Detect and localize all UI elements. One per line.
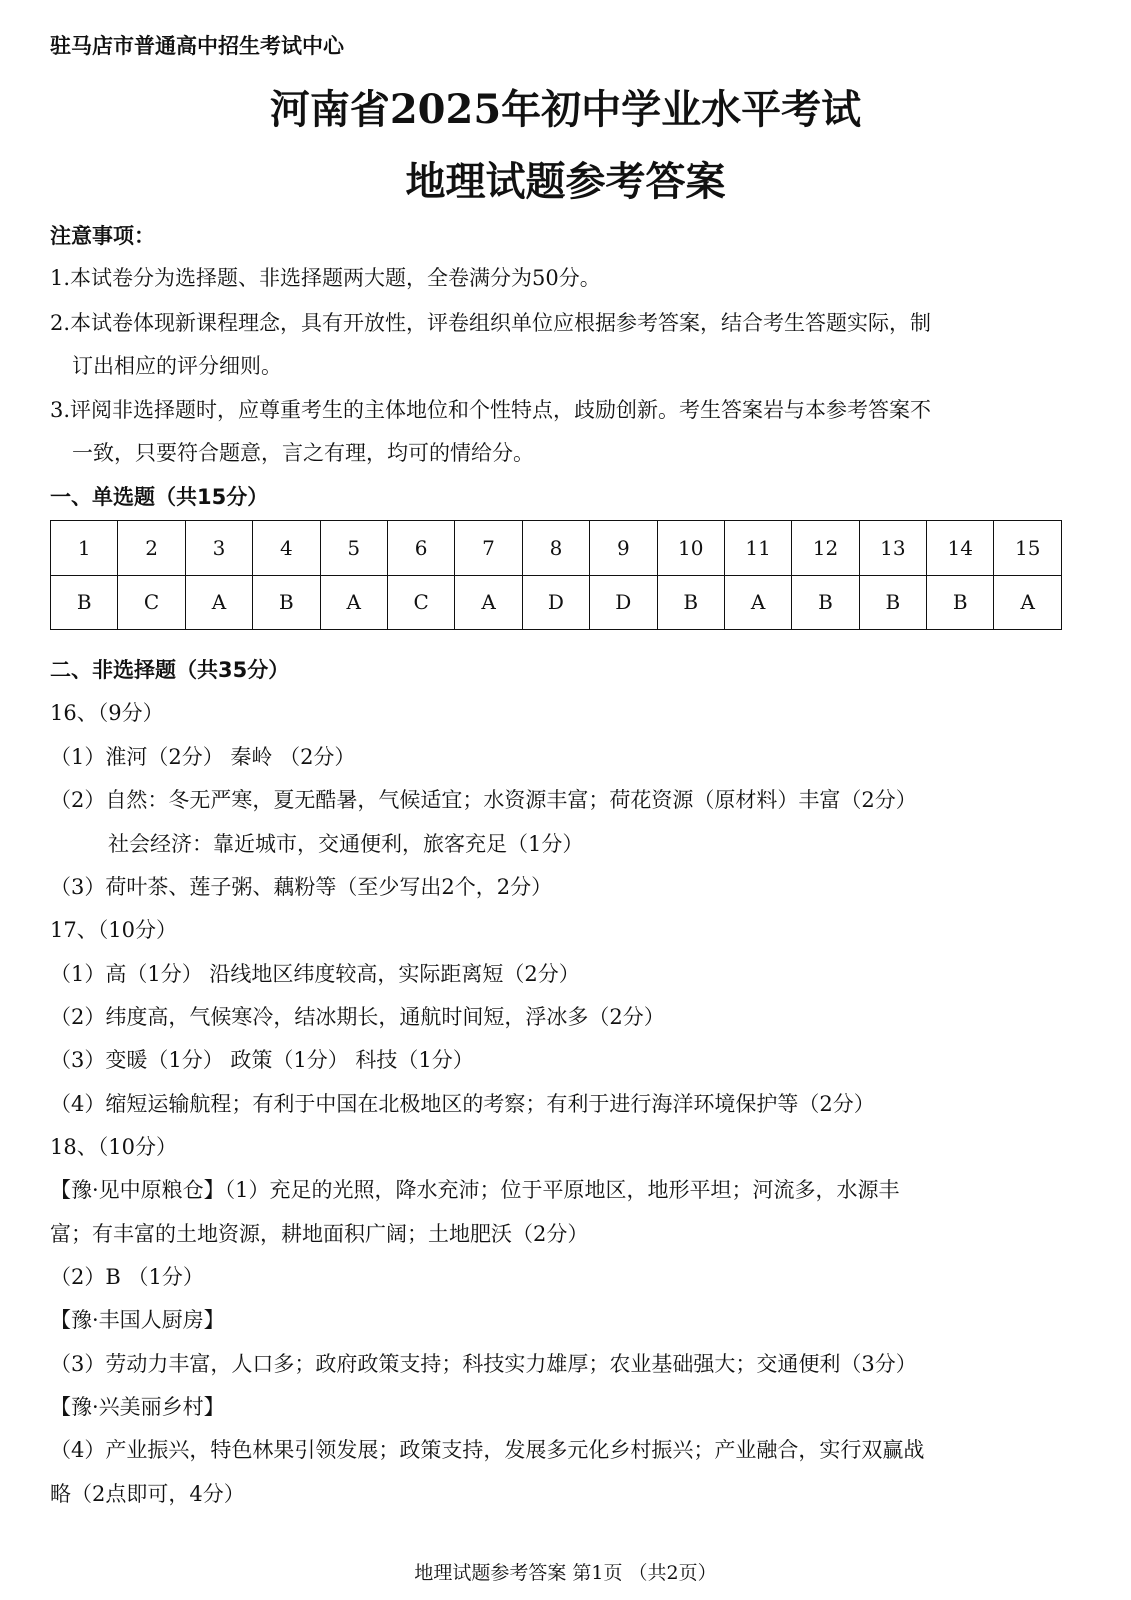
notes-heading: 注意事项： <box>50 224 155 248</box>
answer-line: （3）劳动力丰富，人口多；政府政策支持；科技实力雄厚；农业基础强大；交通便利（3分） <box>50 1352 917 1376</box>
question-number: 11 <box>724 521 791 576</box>
answer-line: （3）荷叶茶、莲子粥、藕粉等（至少写出2个，2分） <box>50 875 553 899</box>
answer-cell: A <box>185 575 252 630</box>
answer-cell: B <box>792 575 859 630</box>
issuer-name: 驻马店市普通高中招生考试中心 <box>50 34 344 58</box>
subsection-heading: 【豫·丰国人厨房】 <box>50 1308 225 1332</box>
answer-line: 【豫·见中原粮仓】（1）充足的光照，降水充沛；位于平原地区，地形平坦；河流多，水源丰 <box>50 1178 900 1202</box>
answer-cell: B <box>51 575 118 630</box>
note-item: 1.本试卷分为选择题、非选择题两大题，全卷满分为50分。 <box>50 266 601 290</box>
answer-table <box>50 520 1062 630</box>
question-number: 2 <box>118 521 185 576</box>
question-number: 9 <box>590 521 657 576</box>
page-footer: 地理试题参考答案 第1页 （共2页） <box>414 1562 717 1584</box>
answer-cell: A <box>994 575 1062 630</box>
answer-cell: C <box>118 575 185 630</box>
answer-cell: D <box>590 575 657 630</box>
answer-cell: B <box>927 575 994 630</box>
answer-row <box>51 575 1062 630</box>
question-number: 12 <box>792 521 859 576</box>
section2-heading: 二、非选择题（共35分） <box>50 658 290 682</box>
question-number: 3 <box>185 521 252 576</box>
answer-line: （1）淮河（2分） 秦岭 （2分） <box>50 745 356 769</box>
question-number: 7 <box>455 521 522 576</box>
answer-cell: B <box>253 575 320 630</box>
question-number: 10 <box>657 521 724 576</box>
question-number: 5 <box>320 521 387 576</box>
answer-line: 社会经济：靠近城市，交通便利，旅客充足（1分） <box>108 832 584 856</box>
answer-cell: B <box>859 575 926 630</box>
question-number: 15 <box>994 521 1062 576</box>
answer-line: （3）变暖（1分） 政策（1分） 科技（1分） <box>50 1048 474 1072</box>
note-item: 3.评阅非选择题时，应尊重考生的主体地位和个性特点，歧励创新。考生答案岩与本参考答案不 <box>50 398 932 422</box>
section1-heading: 一、单选题（共15分） <box>50 485 269 509</box>
note-item: 一致，只要符合题意，言之有理，均可的情给分。 <box>72 441 534 465</box>
question-number: 13 <box>859 521 926 576</box>
question-number: 14 <box>927 521 994 576</box>
answer-cell: A <box>455 575 522 630</box>
subsection-heading: 【豫·兴美丽乡村】 <box>50 1395 225 1419</box>
answer-line: （4）产业振兴，特色林果引领发展；政策支持，发展多元化乡村振兴；产业融合，实行双赢战 <box>50 1438 925 1462</box>
question-number: 1 <box>51 521 118 576</box>
answer-line: （2）自然：冬无严寒，夏无酷暑，气候适宜；水资源丰富；荷花资源（原材料）丰富（2分） <box>50 788 917 812</box>
answer-cell: C <box>387 575 454 630</box>
answer-cell: A <box>724 575 791 630</box>
question-number: 6 <box>387 521 454 576</box>
exam-title: 河南省2025年初中学业水平考试 <box>269 86 862 133</box>
answer-line: （2）B （1分） <box>50 1265 204 1289</box>
question-header: 17、（10分） <box>50 918 177 942</box>
answer-cell: B <box>657 575 724 630</box>
answer-cell: D <box>522 575 589 630</box>
answer-cell: A <box>320 575 387 630</box>
answer-line: 略（2点即可，4分） <box>50 1482 245 1506</box>
question-number: 8 <box>522 521 589 576</box>
question-number-row <box>51 521 1062 576</box>
document-title: 地理试题参考答案 <box>405 158 726 205</box>
answer-line: （2）纬度高，气候寒冷，结冰期长，通航时间短，浮冰多（2分） <box>50 1005 665 1029</box>
answer-line: 富；有丰富的土地资源，耕地面积广阔；土地肥沃（2分） <box>50 1222 589 1246</box>
question-header: 16、（9分） <box>50 701 164 725</box>
answer-line: （4）缩短运输航程；有利于中国在北极地区的考察；有利于进行海洋环境保护等（2分） <box>50 1092 875 1116</box>
note-item: 2.本试卷体现新课程理念，具有开放性，评卷组织单位应根据参考答案，结合考生答题实际，制 <box>50 311 932 335</box>
note-item: 订出相应的评分细则。 <box>72 354 282 378</box>
answer-line: （1）高（1分） 沿线地区纬度较高，实际距离短（2分） <box>50 962 580 986</box>
question-header: 18、（10分） <box>50 1135 177 1159</box>
question-number: 4 <box>253 521 320 576</box>
